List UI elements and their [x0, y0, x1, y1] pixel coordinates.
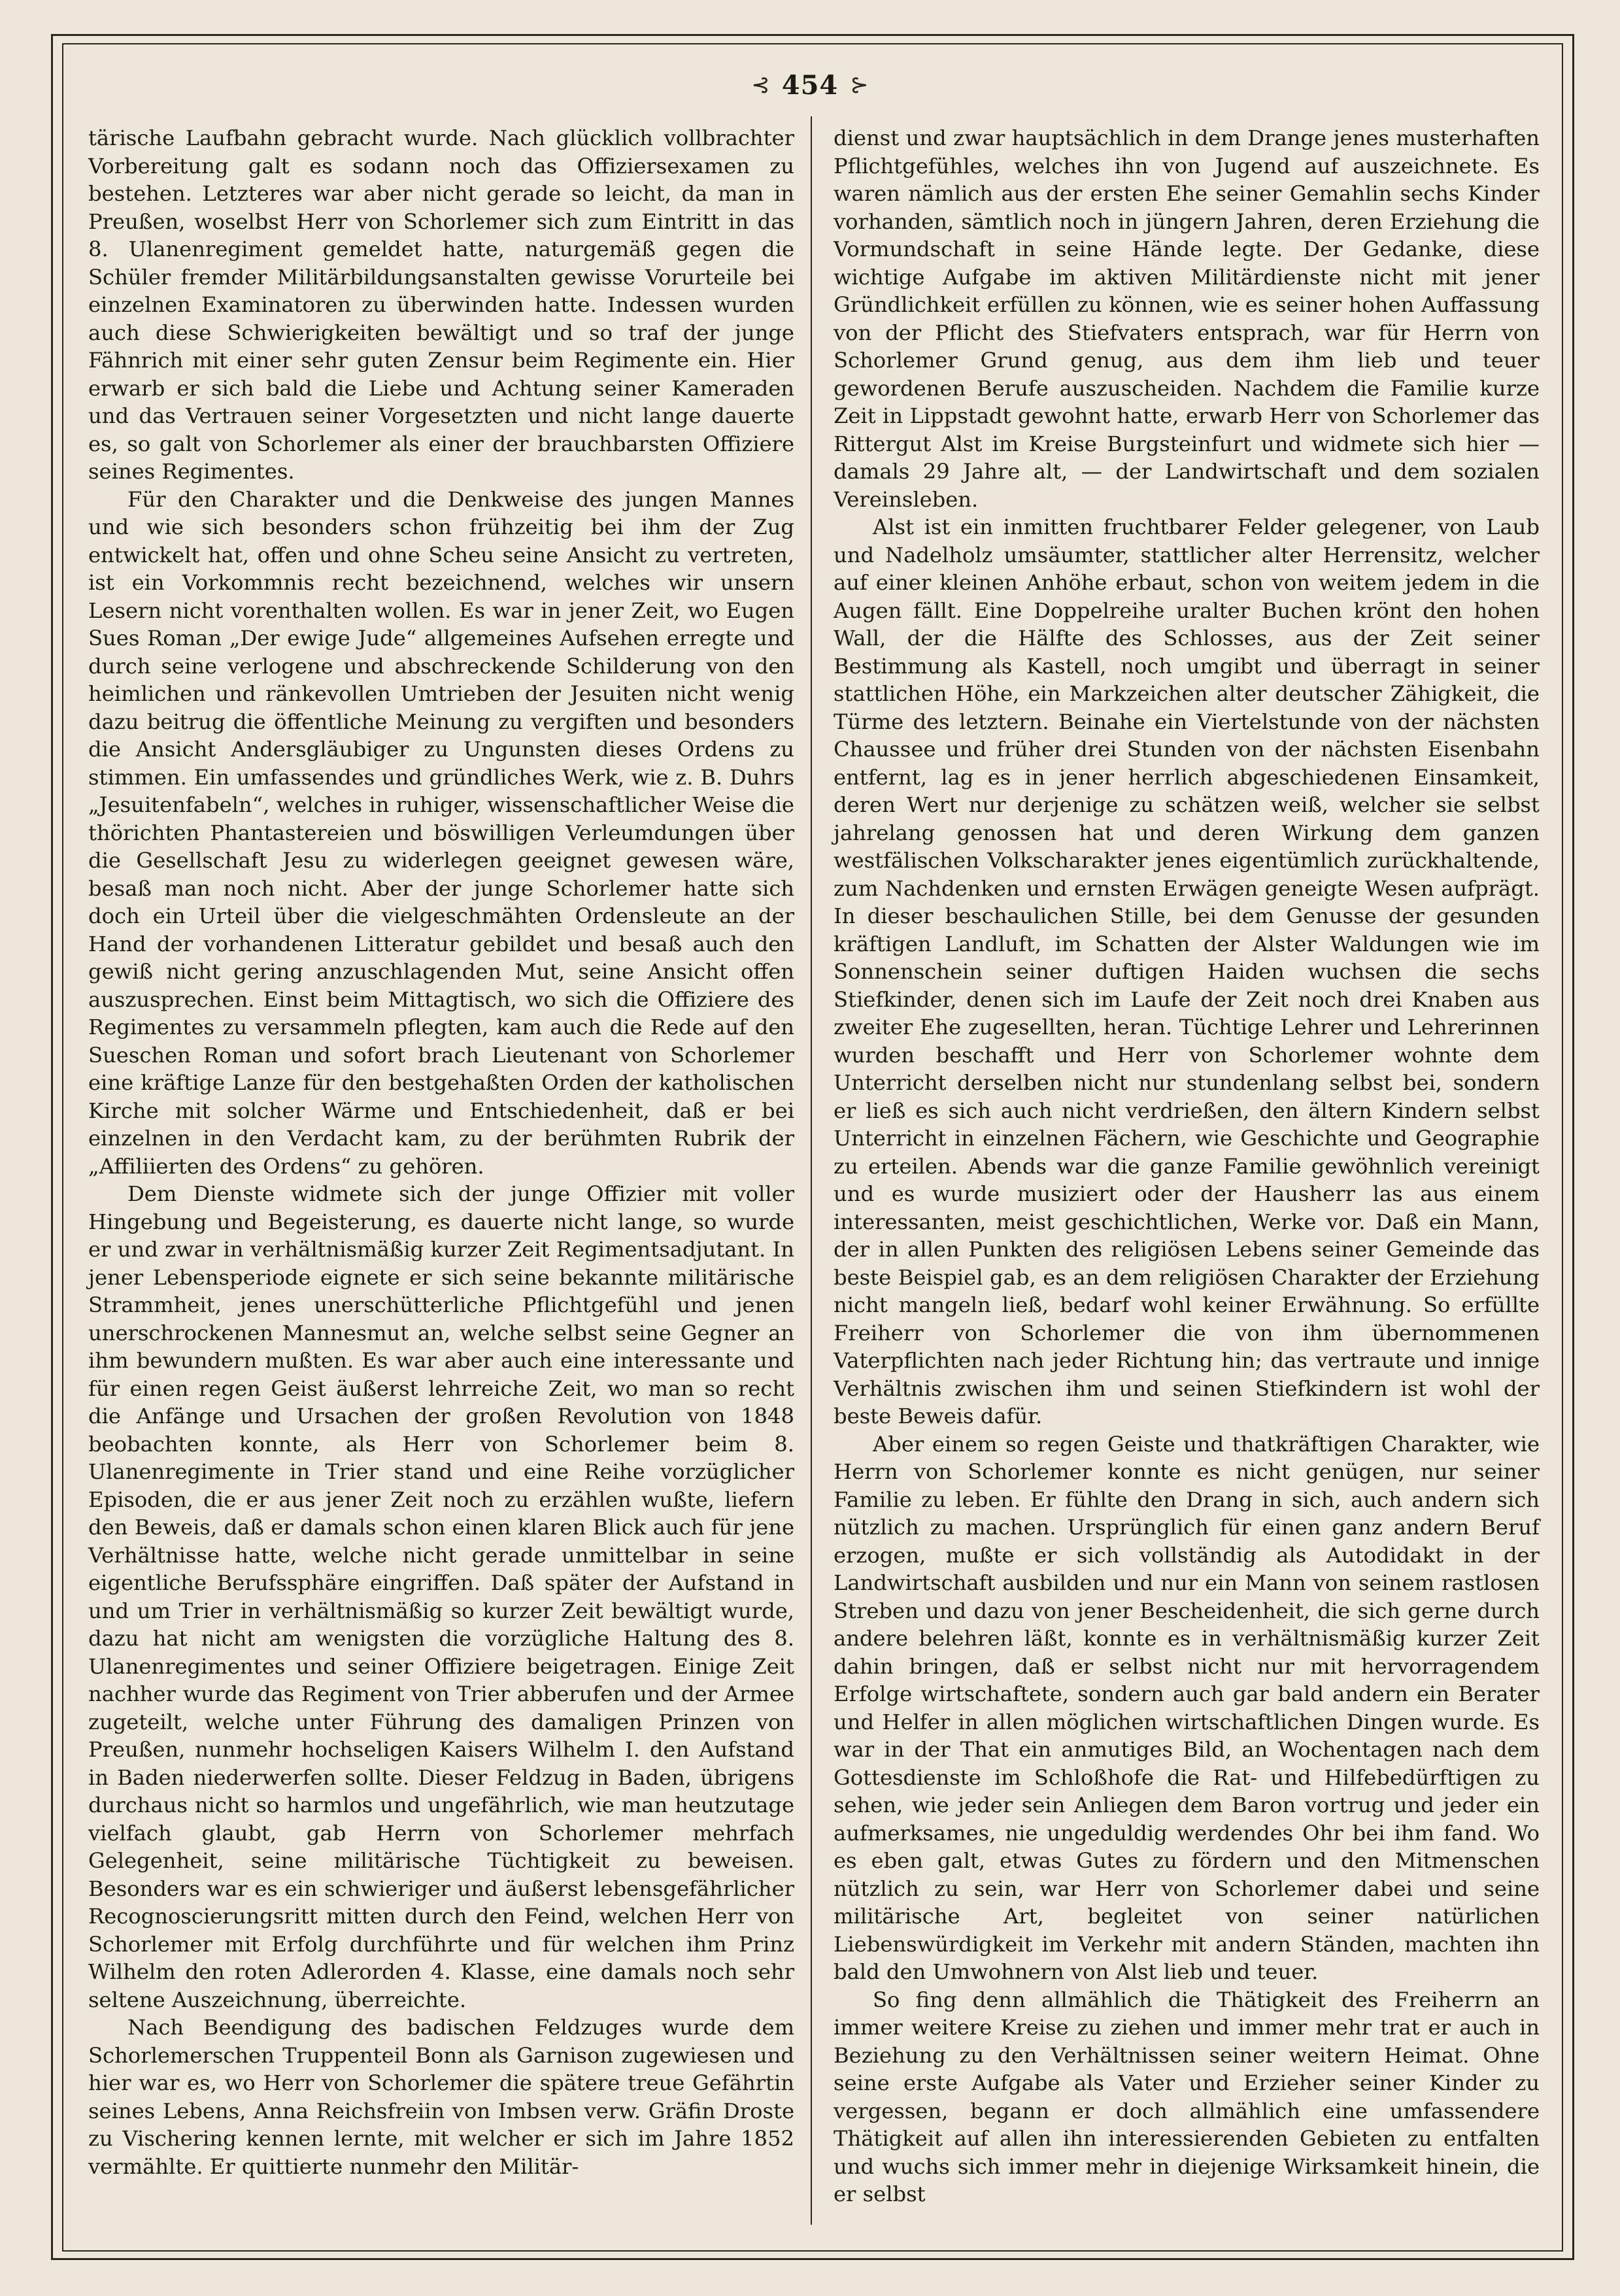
page-number: 454: [781, 69, 839, 101]
ornament-left-icon: ⊰: [751, 72, 770, 98]
paragraph: Für den Charakter und die Denkweise des jungen Mannes und wie sich besonders schon frühzeitig bei ihm der Zug entwickelt hat, offen und ohne Scheu seine Ansicht zu vertreten, ist ein Vorkommnis recht bezeichnend, welches wir unsern Lesern nicht vorenthalten wollen. Es war in jener Zeit, wo Eugen Sues Roman „Der ewige Jude“ allgemeines Aufsehen erregte und durch seine verlogene und abschreckende Schilderung von den heimlichen und ränkevollen Umtrieben der Jesuiten nicht wenig dazu beitrug die öffentliche Meinung zu vergiften und besonders die Ansicht Andersgläubiger zu Ungunsten dieses Ordens zu stimmen. Ein umfassendes und gründliches Werk, wie z. B. Duhrs „Jesuitenfabeln“, welches in ruhiger, wissenschaftlicher Weise die thörichten Phantastereien und böswilligen Verleumdungen über die Gesellschaft Jesu zu widerlegen geeignet gewesen wäre, besaß man noch nicht. Aber der junge Schorlemer hatte sich doch ein Urteil über die vielgeschmähten Ordensleute an der Hand der vorhandenen Litteratur gebildet und besaß auch den gewiß nicht gering anzuschlagenden Mut, seine Ansicht offen auszusprechen. Einst beim Mittagtisch, wo sich die Offiziere des Regimentes zu versammeln pflegten, kam auch die Rede auf den Sueschen Roman und sofort brach Lieutenant von Schorlemer eine kräftige Lanze für den bestgehaßten Orden der katholischen Kirche mit solcher Wärme und Entschiedenheit, daß er bei einzelnen in den Verdacht kam, zu der berühmten Rubrik der „Affiliierten des Ordens“ zu gehören.: [88, 486, 794, 1179]
ornament-right-icon: ⊱: [850, 72, 869, 98]
page-header: [0, 65, 1620, 105]
paragraph: Aber einem so regen Geiste und thatkräftigen Charakter, wie Herrn von Schorlemer konnte es nicht genügen, nur seiner Familie zu leben. Er fühlte den Drang in sich, auch andern sich nützlich zu machen. Ursprünglich für einen ganz andern Beruf erzogen, mußte er sich vollständig als Autodidakt in der Landwirtschaft ausbilden und nur ein Mann von seinem rastlosen Streben und dazu von jener Bescheidenheit, die sich gerne durch andere belehren läßt, konnte es in verhältnismäßig kurzer Zeit dahin bringen, daß er selbst nicht nur mit hervorragendem Erfolge wirtschaftete, sondern auch gar bald andern ein Berater und Helfer in allen möglichen wirtschaftlichen Dingen wurde. Es war in der That ein anmutiges Bild, an Wochentagen nach dem Gottesdienste im Schloßhofe die Rat- und Hilfebedürftigen zu sehen, wie jeder sein Anliegen dem Baron vortrug und jeder ein aufmerksames, nie ungeduldig werdendes Ohr bei ihm fand. Wo es eben galt, etwas Gutes zu fördern und den Mitmenschen nützlich zu sein, war Herr von Schorlemer dabei und seine militärische Art, begleitet von seiner natürlichen Liebenswürdigkeit im Verkehr mit andern Ständen, machten ihn bald den Umwohnern von Alst lieb und teuer.: [834, 1431, 1540, 1984]
paragraph: Alst ist ein inmitten fruchtbarer Felder gelegener, von Laub und Nadelholz umsäumter, stattlicher alter Herrensitz, welcher auf einer kleinen Anhöhe erbaut, schon von weitem jedem in die Augen fällt. Eine Doppelreihe uralter Buchen krönt den hohen Wall, der die Hälfte des Schlosses, aus der Zeit seiner Bestimmung als Kastell, noch umgibt und überragt in seiner stattlichen Höhe, ein Markzeichen alter deutscher Zähigkeit, die Türme des letztern. Beinahe ein Viertelstunde von der nächsten Chaussee und früher drei Stunden von der nächsten Eisenbahn entfernt, lag es in jener herrlich abgeschiedenen Einsamkeit, deren Wert nur derjenige zu schätzen weiß, welcher sie selbst jahrelang genossen hat und deren Wirkung dem ganzen westfälischen Volkscharakter jenes eigentümlich zurückhaltende, zum Nachdenken und ernsten Erwägen geneigte Wesen aufprägt. In dieser beschaulichen Stille, bei dem Genusse der gesunden kräftigen Landluft, im Schatten der Alster Waldungen wie im Sonnenschein seiner duftigen Haiden wuchsen die sechs Stiefkinder, denen sich im Laufe der Zeit noch drei Knaben aus zweiter Ehe zugesellten, heran. Tüchtige Lehrer und Lehrerinnen wurden beschafft und Herr von Schorlemer wohnte dem Unterricht derselben nicht nur stundenlang selbst bei, sondern er ließ es sich auch nicht verdrießen, den ältern Kindern selbst Unterricht in einzelnen Fächern, wie Geschichte und Geographie zu erteilen. Abends war die ganze Familie gewöhnlich vereinigt und es wurde musiziert oder der Hausherr las aus einem interessanten, meist geschichtlichen, Werke vor. Daß ein Mann, der in allen Punkten des religiösen Lebens seiner Gemeinde das beste Beispiel gab, es an dem religiösen Charakter der Erziehung nicht mangeln ließ, bedarf wohl keiner Erwähnung. So erfüllte Freiherr von Schorlemer die von ihm übernommenen Vaterpflichten nach jeder Richtung hin; das vertraute und innige Verhältnis zwischen ihm und seinen Stiefkindern ist wohl der beste Beweis dafür.: [834, 515, 1540, 1428]
paragraph: tärische Laufbahn gebracht wurde. Nach glücklich vollbrachter Vorbereitung galt es sodann noch das Offiziersexamen zu bestehen. Letzteres war aber nicht gerade so leicht, da man in Preußen, woselbst Herr von Schorlemer sich zum Eintritt in das 8. Ulanenregiment gemeldet hatte, naturgemäß gegen die Schüler fremder Militärbildungsanstalten gewisse Vorurteile bei einzelnen Examinatoren zu überwinden hatte. Indessen wurden auch diese Schwierigkeiten bewältigt und so traf der junge Fähnrich mit einer sehr guten Zensur beim Regimente ein. Hier erwarb er sich bald die Liebe und Achtung seiner Kameraden und das Vertrauen seiner Vorgesetzten und nicht lange dauerte es, so galt von Schorlemer als einer der brauchbarsten Offiziere seines Regimentes.: [88, 126, 794, 484]
right-column: [834, 124, 1540, 2229]
column-divider: [811, 116, 812, 2225]
paragraph: dienst und zwar hauptsächlich in dem Drange jenes musterhaften Pflichtgefühles, welches ihn von Jugend auf auszeichnete. Es waren nämlich aus der ersten Ehe seiner Gemahlin sechs Kinder vorhanden, sämtlich noch in jüngern Jahren, deren Erziehung die Vormundschaft in seine Hände legte. Der Gedanke, diese wichtige Aufgabe im aktiven Militärdienste nicht mit jener Gründlichkeit erfüllen zu können, wie es seiner hohen Auffassung von der Pflicht des Stiefvaters entsprach, war für Herrn von Schorlemer Grund genug, aus dem ihm lieb und teuer gewordenen Berufe auszuscheiden. Nachdem die Familie kurze Zeit in Lippstadt gewohnt hatte, erwarb Herr von Schorlemer das Rittergut Alst im Kreise Burgsteinfurt und widmete sich hier — damals 29 Jahre alt, — der Landwirtschaft und dem sozialen Vereinsleben.: [834, 126, 1540, 512]
paragraph: So fing denn allmählich die Thätigkeit des Freiherrn an immer weitere Kreise zu ziehen und immer mehr trat er auch in Beziehung zu den Verhältnissen seiner weitern Heimat. Ohne seine erste Aufgabe als Vater und Erzieher seiner Kinder zu vergessen, begann er doch allmählich eine umfassendere Thätigkeit auf allen ihn interessierenden Gebieten zu entfalten und wuchs sich immer mehr in diejenige Wirksamkeit hinein, die er selbst: [834, 1987, 1540, 2206]
paragraph: Nach Beendigung des badischen Feldzuges wurde dem Schorlemerschen Truppenteil Bonn als Garnison zugewiesen und hier war es, wo Herr von Schorlemer die spätere treue Gefährtin seines Lebens, Anna Reichsfreiin von Imbsen verw. Gräfin Droste zu Vischering kennen lernte, mit welcher er sich im Jahre 1852 vermählte. Er quittierte nunmehr den Militär-: [88, 2015, 794, 2179]
left-column: [88, 124, 794, 2229]
paragraph: Dem Dienste widmete sich der junge Offizier mit voller Hingebung und Begeisterung, es dauerte nicht lange, so wurde er und zwar in verhältnismäßig kurzer Zeit Regimentsadjutant. In jener Lebensperiode eignete er sich seine bekannte militärische Strammheit, jenes unerschütterliche Pflichtgefühl und jenen unerschrockenen Mannesmut an, welche selbst seine Gegner an ihm bewundern mußten. Es war aber auch eine interessante und für einen regen Geist äußerst lehrreiche Zeit, wo man so recht die Anfänge und Ursachen der großen Revolution von 1848 beobachten konnte, als Herr von Schorlemer beim 8. Ulanenregimente in Trier stand und eine Reihe vorzüglicher Episoden, die er aus jener Zeit noch zu erzählen wußte, liefern den Beweis, daß er damals schon einen klaren Blick auch für jene Verhältnisse hatte, welche nicht gerade unmittelbar in seine eigentliche Berufssphäre eingriffen. Daß später der Aufstand in und um Trier in verhältnismäßig so kurzer Zeit bewältigt wurde, dazu hat nicht am wenigsten die vorzügliche Haltung des 8. Ulanenregimentes und seiner Offiziere beigetragen. Einige Zeit nachher wurde das Regiment von Trier abberufen und der Armee zugeteilt, welche unter Führung des damaligen Prinzen von Preußen, nunmehr hochseligen Kaisers Wilhelm I. den Aufstand in Baden niederwerfen sollte. Dieser Feldzug in Baden, übrigens durchaus nicht so harmlos und ungefährlich, wie man heutzutage vielfach glaubt, gab Herrn von Schorlemer mehrfach Gelegenheit, seine militärische Tüchtigkeit zu beweisen. Besonders war es ein schwieriger und äußerst lebensgefährlicher Recognoscierungsritt mitten durch den Feind, welchen Herr von Schorlemer mit Erfolg durchführte und für welchen ihm Prinz Wilhelm den roten Adlerorden 4. Klasse, eine damals noch sehr seltene Auszeichnung, überreichte.: [88, 1181, 794, 2012]
